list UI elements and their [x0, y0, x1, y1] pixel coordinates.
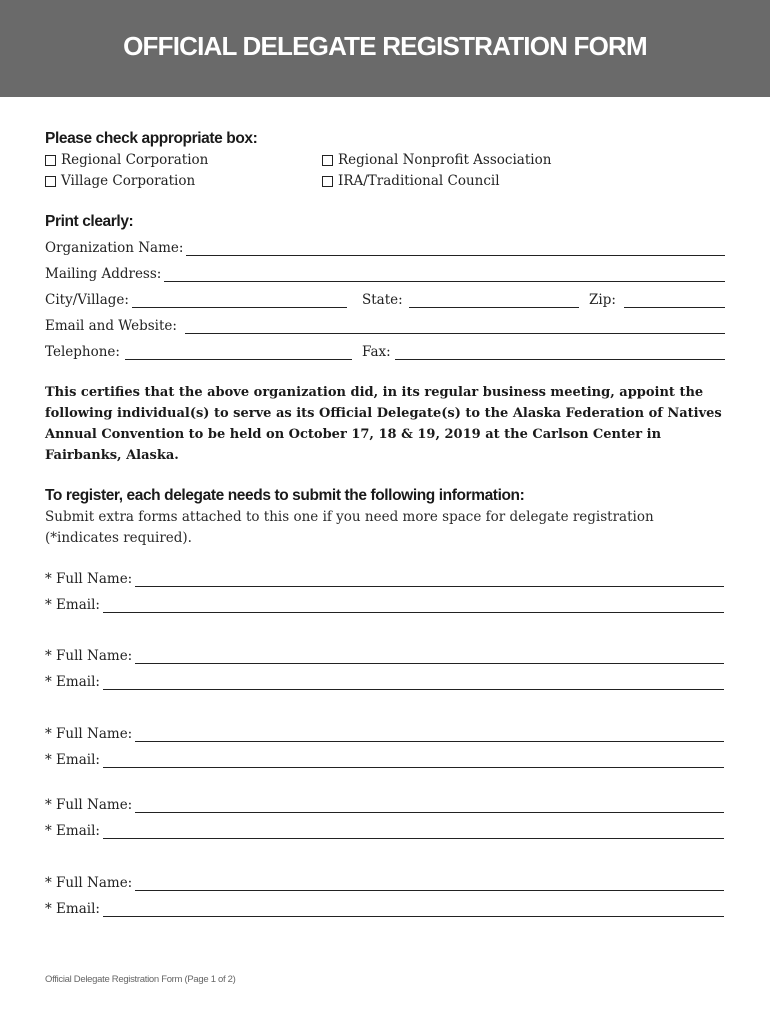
zip-field[interactable] — [589, 292, 725, 308]
telephone-field[interactable] — [45, 344, 352, 360]
field-label: * Email: — [45, 752, 100, 768]
field-label: Zip: — [589, 292, 616, 308]
delegate-5-full-name-field[interactable] — [45, 875, 724, 891]
input-line[interactable] — [186, 243, 725, 256]
header-band — [0, 0, 770, 97]
checkbox-box[interactable] — [322, 155, 333, 166]
field-label: Fax: — [362, 344, 391, 360]
checkbox-ira-traditional-council[interactable] — [322, 173, 500, 189]
field-label: * Email: — [45, 674, 100, 690]
delegates-heading: To register, each delegate needs to submit the following information: — [45, 487, 525, 504]
checkbox-regional-nonprofit[interactable] — [322, 152, 551, 168]
input-line[interactable] — [395, 347, 725, 360]
delegate-4-email-field[interactable] — [45, 823, 724, 839]
input-line[interactable] — [185, 321, 725, 334]
field-label: Email and Website: — [45, 318, 177, 334]
state-field[interactable] — [362, 292, 579, 308]
print-clearly-heading: Print clearly: — [45, 213, 134, 230]
input-line[interactable] — [132, 295, 347, 308]
form-title: OFFICIAL DELEGATE REGISTRATION FORM — [123, 31, 647, 61]
checkbox-regional-corporation[interactable] — [45, 152, 208, 168]
input-line[interactable] — [103, 755, 724, 768]
delegate-1-full-name-field[interactable] — [45, 571, 724, 587]
input-line[interactable] — [125, 347, 352, 360]
page-footer: Official Delegate Registration Form (Page 1 of 2) — [45, 974, 236, 985]
field-label: * Full Name: — [45, 648, 133, 664]
input-line[interactable] — [135, 800, 724, 813]
input-line[interactable] — [103, 904, 724, 917]
field-label: City/Village: — [45, 292, 129, 308]
field-label: * Email: — [45, 901, 100, 917]
delegate-3-full-name-field[interactable] — [45, 726, 724, 742]
field-label: * Full Name: — [45, 797, 133, 813]
checkbox-village-corporation[interactable] — [45, 173, 195, 189]
mailing-address-field[interactable] — [45, 266, 725, 282]
input-line[interactable] — [135, 729, 724, 742]
field-label: * Full Name: — [45, 875, 133, 891]
delegate-5-email-field[interactable] — [45, 901, 724, 917]
email-website-field[interactable] — [45, 318, 725, 334]
input-line[interactable] — [135, 651, 724, 664]
delegate-3-email-field[interactable] — [45, 752, 724, 768]
checkbox-box[interactable] — [322, 176, 333, 187]
org-type-heading: Please check appropriate box: — [45, 130, 258, 147]
delegate-1-email-field[interactable] — [45, 597, 724, 613]
input-line[interactable] — [164, 269, 725, 282]
field-label: * Email: — [45, 597, 100, 613]
checkbox-label: Village Corporation — [61, 173, 196, 189]
field-label: * Email: — [45, 823, 100, 839]
input-line[interactable] — [103, 600, 724, 613]
field-label: Organization Name: — [45, 240, 184, 256]
checkbox-label: IRA/Traditional Council — [338, 173, 500, 189]
field-label: State: — [362, 292, 403, 308]
field-label: Telephone: — [45, 344, 120, 360]
checkbox-label: Regional Nonprofit Association — [338, 152, 552, 168]
field-label: * Full Name: — [45, 726, 133, 742]
input-line[interactable] — [103, 677, 724, 690]
delegate-2-full-name-field[interactable] — [45, 648, 724, 664]
input-line[interactable] — [409, 295, 579, 308]
input-line[interactable] — [624, 295, 725, 308]
input-line[interactable] — [135, 878, 724, 891]
field-label: * Full Name: — [45, 571, 133, 587]
delegate-4-full-name-field[interactable] — [45, 797, 724, 813]
fax-field[interactable] — [362, 344, 725, 360]
delegate-2-email-field[interactable] — [45, 674, 724, 690]
checkbox-box[interactable] — [45, 176, 56, 187]
checkbox-label: Regional Corporation — [61, 152, 209, 168]
certification-text: This certifies that the above organization did, in its regular business meeting, appoint the following individual(s) to serve as its Official Delegate(s) to the Alaska Federation of Natives Annual Convention to be held on October 17, 18 & 19, 2019 at the Carlson Center in Fairbanks, Alaska. — [45, 385, 722, 463]
input-line[interactable] — [135, 574, 724, 587]
delegates-note: Submit extra forms attached to this one if you need more space for delegate registration (*indicates required). — [45, 509, 654, 546]
checkbox-box[interactable] — [45, 155, 56, 166]
input-line[interactable] — [103, 826, 724, 839]
field-label: Mailing Address: — [45, 266, 162, 282]
city-village-field[interactable] — [45, 292, 347, 308]
organization-name-field[interactable] — [45, 240, 725, 256]
